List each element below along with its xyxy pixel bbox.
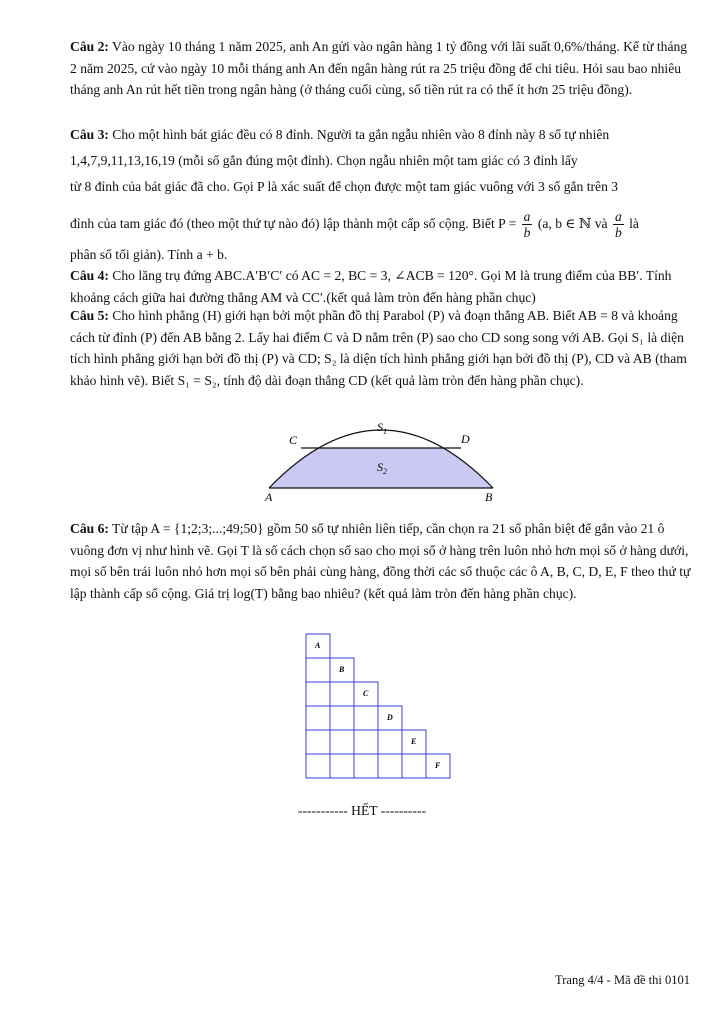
grid-cell [378, 754, 402, 778]
point-c-label: C [289, 433, 298, 447]
fraction-a-over-b [613, 209, 624, 240]
question-5 [70, 305, 692, 391]
question-2 [70, 36, 692, 101]
grid-cell [330, 706, 354, 730]
point-b-label: B [485, 490, 493, 504]
question-3-label: Câu 3: [70, 127, 109, 142]
grid-cell [306, 730, 330, 754]
question-6-text: Từ tập A = {1;2;3;...;49;50} gồm 50 số tự nhiên liên tiếp, cần chọn ra 21 số phân biệt để gắn vào 21 ô vuông đơn vị như hình vẽ. Gọi T là số cách chọn số sao cho mọi số ở hàng trên luôn nhỏ hơn mọi số ở hàng dưới, mọi số bên trái luôn nhỏ hơn mọi số bên phải cùng hàng, đồng thời các số thuộc các ô A, B, C, D, E, F theo thứ tự lập thành cấp số cộng. Giá trị log(T) bằng bao nhiêu? (kết quả làm tròn đến hàng phần chục). [70, 521, 691, 601]
grid-cell [354, 706, 378, 730]
question-6-label: Câu 6: [70, 521, 109, 536]
grid-cell [330, 730, 354, 754]
grid-label-b: B [339, 665, 345, 674]
grid-cell [306, 754, 330, 778]
question-3-line5: phân số tối giản). Tính a + b. [70, 247, 228, 262]
question-3-line4-c: là [629, 216, 639, 231]
grid-label-a: A [315, 641, 321, 650]
s1-label: $S_1$ [377, 420, 387, 436]
question-3-line3: từ 8 đỉnh của bát giác đã cho. Gọi P là xác suất để chọn được một tam giác vuông với 3 số gắn trên 3 [70, 179, 619, 194]
question-4-text: Cho lăng trụ đứng ABC.A′B′C′ có AC = 2, BC = 3, ∠ACB = 120°. Gọi M là trung điểm của BB′. Tính khoảng cách giữa hai đường thẳng AM và CC′.(kết quả làm tròn đến hàng phần chục) [70, 268, 672, 305]
staircase-grid [300, 632, 460, 782]
fraction-denominator: b [523, 225, 531, 241]
fraction-denominator-2: b [614, 225, 622, 241]
question-5-label: Câu 5: [70, 308, 109, 323]
question-2-text: Vào ngày 10 tháng 1 năm 2025, anh An gửi vào ngân hàng 1 tỷ đồng với lãi suất 0,6%/tháng. Kể từ tháng 2 năm 2025, cứ vào ngày 10 mỗi tháng anh An đến ngân hàng rút ra 25 triệu đồng để chi tiêu. Hỏi sau bao nhiêu tháng anh An rút hết tiền trong ngân hàng (ở tháng cuối cùng, số tiền rút ra có thể ít hơn 25 triệu đồng). [70, 39, 688, 97]
grid-cell [330, 754, 354, 778]
point-d-label: D [461, 432, 470, 446]
grid-cell [354, 730, 378, 754]
question-3-line2: 1,4,7,9,11,13,16,19 (mỗi số gắn đúng một đỉnh). Chọn ngẫu nhiên một tam giác có 3 đỉnh lấy [70, 153, 578, 168]
question-3-line1: Cho một hình bát giác đều có 8 đỉnh. Người ta gắn ngẫu nhiên vào 8 đỉnh này 8 số tự nhiên [108, 127, 610, 142]
grid-label-f: F [435, 761, 441, 770]
probability-fraction [522, 209, 533, 240]
grid-cell [306, 706, 330, 730]
end-marker: ----------- HẾT ---------- [297, 803, 427, 818]
question-5-text: Cho hình phẳng (H) giới hạn bởi một phần đồ thị Parabol (P) và đoạn thẳng AB. Biết AB = 8 và khoảng cách từ đỉnh (P) đến AB bằng 2. Lấy hai điểm C và D nằm trên (P) sao cho CD song song với AB. Gọi S₁ là diện tích hình phẳng giới hạn bởi đồ thị (P) và CD; S₂ là diện tích hình phẳng giới hạn bởi đồ thị (P), CD và AB (tham khảo hình vẽ). Biết S₁ = S₂, tính độ dài đoạn thẳng CD (kết quả làm tròn đến hàng phần chục). [70, 308, 687, 388]
grid-cell [354, 754, 378, 778]
point-a-label: A [265, 490, 273, 504]
question-2-label: Câu 2: [70, 39, 109, 54]
grid-cell [330, 682, 354, 706]
question-4 [70, 265, 692, 308]
fraction-numerator: a [523, 209, 531, 225]
question-4-label: Câu 4: [70, 268, 109, 283]
grid-label-c: C [363, 689, 369, 698]
grid-cell [306, 658, 330, 682]
fraction-numerator-2: a [614, 209, 622, 225]
grid-cell [306, 682, 330, 706]
grid-cell [402, 754, 426, 778]
s2-label: $S_2$ [377, 460, 387, 476]
grid-label-d: D [387, 713, 393, 722]
question-6 [70, 518, 692, 604]
question-3-line4-b: (a, b ∈ ℕ và [537, 216, 608, 231]
grid-cell [378, 730, 402, 754]
question-3-line4-a: đỉnh của tam giác đó (theo một thứ tự nào đó) lập thành một cấp số cộng. Biết P = [70, 216, 517, 231]
question-3 [70, 124, 692, 266]
page-footer: Trang 4/4 - Mã đề thi 0101 [555, 973, 690, 987]
grid-label-e: E [411, 737, 417, 746]
parabola-figure [255, 405, 505, 505]
